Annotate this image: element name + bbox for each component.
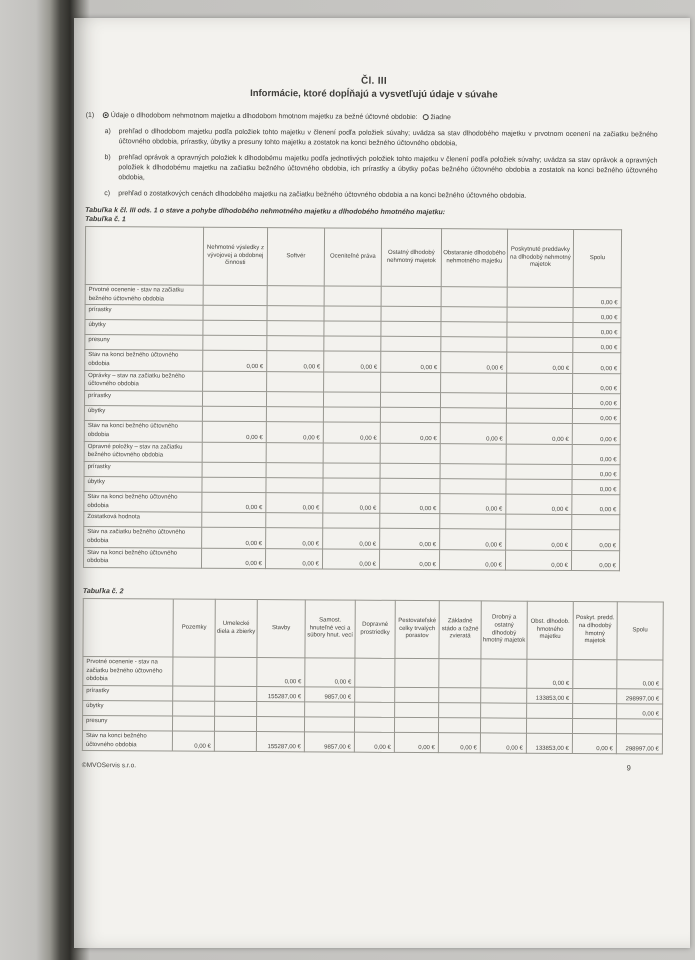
value-cell [395, 658, 439, 687]
radio-empty-icon [422, 114, 428, 120]
value-cell [380, 463, 440, 478]
page-number: 9 [626, 763, 631, 773]
paragraph-number: (1) [85, 111, 95, 120]
value-cell [506, 393, 572, 408]
value-cell [202, 512, 266, 527]
row-label: Zostatková hodnota [84, 512, 202, 528]
value-cell: 0,00 € [322, 549, 379, 570]
value-cell [380, 392, 440, 407]
page-title: Informácie, ktoré dopĺňajú a vysvetľujú údaje v súvahe [250, 88, 498, 101]
value-cell [573, 704, 617, 719]
value-cell [266, 392, 323, 407]
value-cell: 0,00 € [480, 733, 526, 754]
value-cell [440, 393, 506, 408]
value-cell [506, 464, 572, 479]
value-cell [480, 718, 526, 733]
value-cell: 0,00 € [202, 527, 266, 548]
value-cell [324, 286, 381, 307]
footer-company: ©MVOServis s.r.o. [81, 762, 137, 770]
row-label: prírastky [85, 305, 203, 321]
value-cell: 0,00 € [506, 423, 572, 444]
value-cell: 0,00 € [201, 548, 265, 569]
value-cell: 0,00 € [266, 492, 323, 513]
value-cell [506, 444, 572, 465]
value-cell: 0,00 € [172, 731, 214, 752]
value-cell: 0,00 € [572, 464, 620, 479]
table-row [83, 547, 619, 571]
column-header: Pestovateľské celky trvalých porastov [395, 600, 439, 658]
value-cell [267, 286, 324, 307]
value-cell [507, 307, 573, 322]
value-cell: 0,00 € [438, 733, 480, 754]
row-label: úbytky [84, 476, 202, 492]
value-cell: 0,00 € [617, 704, 663, 719]
value-cell [527, 703, 573, 718]
column-header: Dopravné prostriedky [355, 600, 395, 658]
value-cell [266, 477, 323, 492]
value-cell [215, 657, 257, 686]
value-cell [381, 286, 441, 307]
item-letter: a) [104, 128, 111, 136]
row-label: Stav na konci bežného účtovného obdobia [82, 731, 172, 752]
column-header: Samost. hnuteľné veci a súbory hnut. vecí [305, 600, 355, 658]
value-cell: 0,00 € [572, 444, 620, 465]
value-cell [572, 719, 616, 734]
table2-caption: Tabuľka č. 2 [82, 587, 124, 596]
value-cell [355, 702, 395, 717]
value-cell [214, 716, 256, 731]
column-header [83, 598, 173, 657]
value-cell: 0,00 € [257, 658, 305, 687]
value-cell [438, 718, 480, 733]
value-cell [257, 702, 305, 717]
value-cell: 0,00 € [441, 352, 507, 373]
value-cell: 0,00 € [440, 423, 506, 444]
item-text: prehľad o zostatkových cenách dlhodobého majetku na začiatku bežného účtovného obdobia a na konci bežného účtovného obdobia. [118, 190, 527, 200]
paragraph-item-list [104, 127, 661, 202]
value-cell [202, 406, 266, 421]
value-cell [323, 407, 380, 422]
value-cell [380, 478, 440, 493]
value-cell [355, 687, 395, 702]
table-row [83, 656, 663, 689]
value-cell [173, 701, 215, 716]
value-cell [323, 442, 380, 463]
item-letter: b) [104, 154, 111, 162]
value-cell [354, 717, 394, 732]
value-cell: 9857,00 € [304, 732, 354, 753]
value-cell: 155287,00 € [257, 687, 305, 702]
value-cell [394, 717, 438, 732]
radio-option-label: žiadne [430, 114, 451, 122]
value-cell: 133853,00 € [526, 733, 572, 754]
value-cell [324, 321, 381, 336]
value-cell: 0,00 € [573, 373, 621, 394]
value-cell [481, 688, 527, 703]
value-cell: 0,00 € [571, 550, 619, 571]
value-cell: 9857,00 € [305, 687, 355, 702]
value-cell [203, 371, 267, 392]
row-label: Stav na začiatku bežného účtovného obdobia [84, 527, 202, 548]
table1-caption: Tabuľka č. 1 [85, 215, 126, 224]
value-cell [305, 702, 355, 717]
document-page [74, 18, 690, 948]
value-cell [203, 306, 267, 321]
value-cell: 0,00 € [572, 479, 620, 494]
value-cell: 0,00 € [572, 424, 620, 445]
value-cell [172, 716, 214, 731]
value-cell [380, 407, 440, 422]
table-2-tangible-assets [82, 598, 664, 755]
column-header: Pozemky [173, 599, 215, 657]
value-cell [395, 687, 439, 702]
value-cell: 0,00 € [572, 409, 620, 424]
value-cell [441, 307, 507, 322]
value-cell: 0,00 € [573, 308, 621, 323]
list-item-b [104, 153, 661, 186]
value-cell: 0,00 € [380, 422, 440, 443]
value-cell: 0,00 € [506, 494, 572, 515]
value-cell [266, 407, 323, 422]
value-cell [441, 287, 507, 308]
value-cell [215, 686, 257, 701]
value-cell: 0,00 € [573, 338, 621, 353]
row-label: presuny [82, 716, 172, 732]
row-label: Prvotné ocenenie - stav na začiatku bežného účtovného obdobia [83, 656, 173, 686]
row-label: Stav na konci bežného účtovného obdobia [83, 547, 201, 568]
header-row [85, 227, 621, 288]
value-cell [173, 686, 215, 701]
row-label: prírastky [84, 391, 202, 407]
row-label: Opravné položky – stav na začiatku bežného účtovného obdobia [84, 441, 202, 462]
value-cell: 0,00 € [572, 734, 616, 755]
header-row [83, 598, 663, 660]
column-header: Ostatný dlhodobý nehmotný majetok [381, 228, 441, 286]
value-cell: 0,00 € [203, 351, 267, 372]
table-reference-note: Tabuľka k čl. III ods. 1 o stave a pohybe dlhodobého nehmotného majetku a dlhodobého hmotného majetku: [85, 206, 446, 217]
table-row [82, 731, 662, 755]
value-cell: 133853,00 € [527, 688, 573, 703]
value-cell: 0,00 € [323, 422, 380, 443]
value-cell: 0,00 € [440, 529, 506, 550]
value-cell [573, 689, 617, 704]
page-content [82, 74, 662, 773]
value-cell: 0,00 € [381, 352, 441, 373]
column-header: Spolu [573, 229, 621, 287]
value-cell [202, 442, 266, 463]
row-label: úbytky [83, 701, 173, 717]
value-cell [323, 478, 380, 493]
row-label: úbytky [84, 406, 202, 422]
value-cell: 0,00 € [324, 351, 381, 372]
value-cell [440, 443, 506, 464]
value-cell [203, 336, 267, 351]
list-item-c [104, 189, 661, 202]
list-item-a [105, 127, 662, 150]
value-cell [202, 477, 266, 492]
value-cell [381, 372, 441, 393]
value-cell [439, 703, 481, 718]
value-cell: 0,00 € [572, 494, 620, 515]
value-cell: 0,00 € [507, 352, 573, 373]
value-cell [267, 321, 324, 336]
value-cell [506, 514, 572, 529]
value-cell [381, 337, 441, 352]
value-cell: 0,00 € [527, 659, 573, 688]
value-cell: 0,00 € [323, 528, 380, 549]
value-cell: 298997,00 € [617, 689, 663, 704]
value-cell: 0,00 € [266, 422, 323, 443]
value-cell [507, 373, 573, 394]
value-cell [381, 322, 441, 337]
value-cell [440, 479, 506, 494]
value-cell [203, 285, 267, 306]
column-header: Poskyt. predd. na dlhodobý hmotný majetok [573, 601, 617, 659]
value-cell [202, 391, 266, 406]
value-cell: 0,00 € [266, 528, 323, 549]
paragraph-lead-line [103, 111, 662, 124]
value-cell [381, 307, 441, 322]
row-label: presuny [85, 335, 203, 351]
column-header: Obstaranie dlhodobého nehmotného majetku [441, 229, 507, 287]
table-1-intangible-assets [83, 226, 622, 571]
value-cell [267, 371, 324, 392]
value-cell [173, 657, 215, 686]
row-label: Stav na konci bežného účtovného obdobia [85, 350, 203, 371]
column-header: Umelecké diela a zbierky [215, 599, 257, 657]
value-cell: 0,00 € [505, 550, 571, 571]
value-cell [441, 337, 507, 352]
value-cell: 0,00 € [572, 394, 620, 409]
value-cell [526, 718, 572, 733]
value-cell [266, 462, 323, 477]
column-header: Oceniteľné práva [324, 228, 381, 286]
radio-selected-icon [103, 112, 109, 118]
value-cell: 0,00 € [265, 548, 322, 569]
item-text: prehľad oprávok a opravných položiek k dlhodobému majetku podľa jednotlivých položiek tohto majetku v členení podľa položiek súvahy; uvádza sa stav oprávok a opravných položiek k dlhodobému majetku na začiatku bežného účtovného obdobia, ich prírastky a úbytky počas bežného účtovného obdobia a zostatok na konci bežného účtovného obdobia, [118, 154, 658, 182]
row-label: Oprávky – stav na začiatku bežného účtovného obdobia [85, 370, 203, 391]
value-cell: 0,00 € [573, 287, 621, 308]
value-cell [266, 442, 323, 463]
value-cell [439, 688, 481, 703]
column-header: Drobný a ostatný dlhodobý hmotný majetok [481, 601, 527, 659]
value-cell [267, 306, 324, 321]
value-cell: 298997,00 € [616, 734, 662, 755]
value-cell: 0,00 € [202, 492, 266, 513]
value-cell: 0,00 € [440, 494, 506, 515]
column-header [85, 227, 203, 286]
value-cell [439, 659, 481, 688]
value-cell: 0,00 € [572, 530, 620, 551]
value-cell [203, 321, 267, 336]
column-header: Spolu [617, 602, 663, 660]
value-cell [380, 443, 440, 464]
value-cell [323, 392, 380, 407]
value-cell [266, 513, 323, 528]
value-cell [256, 717, 304, 732]
value-cell [573, 659, 617, 688]
value-cell [395, 702, 439, 717]
value-cell [202, 462, 266, 477]
value-cell [304, 717, 354, 732]
value-cell [507, 322, 573, 337]
item-text: prehľad o dlhodobom majetku podľa položiek tohto majetku v členení podľa položiek súvahy; uvádza sa stav dlhodobého majetku v prvotnom ocenení na začiatku bežného účtovného obdobia, prírastky, úbytky a presuny tohto majetku a zostatok na konci bežného účtovného obdobia, [118, 128, 658, 148]
column-header: Stavby [257, 600, 305, 658]
value-cell [267, 336, 324, 351]
value-cell: 0,00 € [573, 353, 621, 374]
value-cell [616, 719, 662, 734]
value-cell [481, 659, 527, 688]
item-letter: c) [104, 190, 111, 198]
value-cell: 0,00 € [439, 549, 505, 570]
row-label: prírastky [83, 686, 173, 702]
value-cell: 155287,00 € [256, 732, 304, 753]
value-cell: 0,00 € [202, 421, 266, 442]
row-label: Prvotné ocenenie - stav na začiatku bežného účtovného obdobia [85, 284, 203, 305]
value-cell: 0,00 € [394, 732, 438, 753]
value-cell [355, 658, 395, 687]
page-footer [82, 760, 658, 773]
value-cell [323, 513, 380, 528]
value-cell [324, 336, 381, 351]
value-cell [441, 372, 507, 393]
value-cell: 0,00 € [380, 493, 440, 514]
value-cell [507, 337, 573, 352]
value-cell [441, 322, 507, 337]
value-cell [440, 464, 506, 479]
row-label: úbytky [85, 320, 203, 336]
value-cell: 0,00 € [379, 549, 439, 570]
value-cell: 0,00 € [267, 351, 324, 372]
value-cell [215, 701, 257, 716]
value-cell: 0,00 € [617, 660, 663, 689]
paragraph-1 [86, 111, 662, 125]
value-cell [481, 703, 527, 718]
row-label: Stav na konci bežného účtovného obdobia [84, 491, 202, 512]
value-cell [380, 514, 440, 529]
value-cell: 0,00 € [305, 658, 355, 687]
row-label: Stav na konci bežného účtovného obdobia [84, 421, 202, 442]
value-cell [572, 515, 620, 530]
value-cell [214, 731, 256, 752]
value-cell [506, 408, 572, 423]
paragraph-lead-text: Údaje o dlhodobom nehmotnom majetku a dlhodobom hmotnom majetku za bežné účtovné obdobie: [110, 112, 418, 122]
value-cell [324, 306, 381, 321]
value-cell: 0,00 € [380, 529, 440, 550]
article-heading: Čl. III [360, 75, 387, 87]
value-cell [507, 287, 573, 308]
column-header: Obst. dlhodob. hmotného majetku [527, 601, 573, 659]
column-header: Nehmotné výsledky z vývojovej a obdobnej činnosti [203, 227, 267, 285]
value-cell [440, 514, 506, 529]
value-cell: 0,00 € [323, 493, 380, 514]
value-cell [323, 463, 380, 478]
value-cell [324, 372, 381, 393]
column-header: Softvér [267, 228, 324, 286]
column-header: Poskytnuté preddavky na dlhodobý nehmotný majetok [507, 229, 573, 287]
value-cell: 0,00 € [506, 529, 572, 550]
column-header: Základné stádo a ťažné zvieratá [439, 601, 481, 659]
value-cell [440, 408, 506, 423]
row-label: prírastky [84, 461, 202, 477]
value-cell [506, 479, 572, 494]
value-cell: 0,00 € [354, 732, 394, 753]
value-cell: 0,00 € [573, 323, 621, 338]
